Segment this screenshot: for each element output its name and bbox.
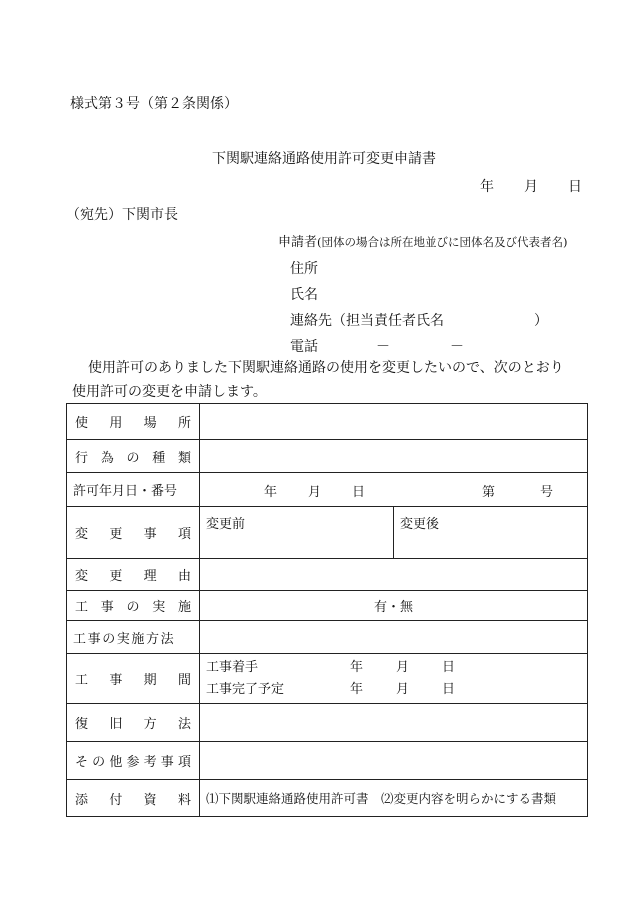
applicant-contact: 連絡先（担当責任者氏名 [290,313,444,329]
applicant-name: 氏名 [290,287,318,303]
label-location: 使 用 場 所 [67,404,200,440]
value-attachments: ⑴下関駅連絡通路使用許可書 ⑵変更内容を明らかにする書類 [200,780,588,817]
value-construction[interactable]: 有・無 [200,591,588,621]
value-location[interactable] [200,404,588,440]
applicant-label: 申請者 [278,235,318,250]
table-row [67,507,588,559]
phone-dash-1: － [376,339,390,355]
table-row [67,742,588,780]
date-day: 日 [568,179,582,195]
label-change-reason: 変 更 理 由 [67,559,200,591]
value-change-items [200,507,588,559]
label-construction-method: 工事の実施方法 [67,621,200,654]
table-row [67,654,588,704]
form-number: 様式第３号（第２条関係） [70,96,238,112]
table-row [67,704,588,742]
change-before[interactable]: 変更前 [206,517,246,532]
addressee: （宛先）下関市長 [66,207,178,223]
applicant-contact-close: ） [534,313,548,329]
intro-line-2: 使用許可の変更を申請します。 [72,384,267,400]
label-permit-date-number: 許可年月日・番号 [67,473,200,507]
table-row [67,591,588,621]
value-change-reason[interactable] [200,559,588,591]
table-row [67,621,588,654]
label-attachments: 添 付 資 料 [67,780,200,817]
phone-dash-2: － [450,339,464,355]
value-construction-method[interactable] [200,621,588,654]
table-row [67,473,588,507]
applicant-address: 住所 [290,261,318,277]
table-row [67,404,588,440]
label-construction-period: 工 事 期 間 [67,654,200,704]
value-construction-period[interactable]: 工事着手 年 月 日 工事完了予定 年 月 日 [200,654,588,704]
date-year: 年 [480,179,494,195]
applicant-phone: 電話 [290,339,318,355]
value-restoration[interactable] [200,704,588,742]
value-other-notes[interactable] [200,742,588,780]
table-row [67,780,588,817]
label-act-type: 行 為 の 種 類 [67,440,200,473]
label-restoration: 復 旧 方 法 [67,704,200,742]
value-act-type[interactable] [200,440,588,473]
table-row [67,559,588,591]
applicant-note: (団体の場合は所在地並びに団体名及び代表者名) [317,235,568,249]
page-title: 下関駅連絡通路使用許可変更申請書 [212,151,436,167]
value-permit-date-number[interactable]: 年 月 日 第 号 [200,473,588,507]
table-row [67,440,588,473]
date-month: 月 [524,179,538,195]
label-other-notes: そ の 他 参 考 事 項 [67,742,200,780]
intro-line-1: 使用許可のありました下関駅連絡通路の使用を変更したいので、次のとおり [88,360,564,376]
application-table [66,403,588,817]
change-after[interactable]: 変更後 [393,507,587,558]
label-change-items: 変 更 事 項 [67,507,200,559]
label-construction: 工 事 の 実 施 [67,591,200,621]
